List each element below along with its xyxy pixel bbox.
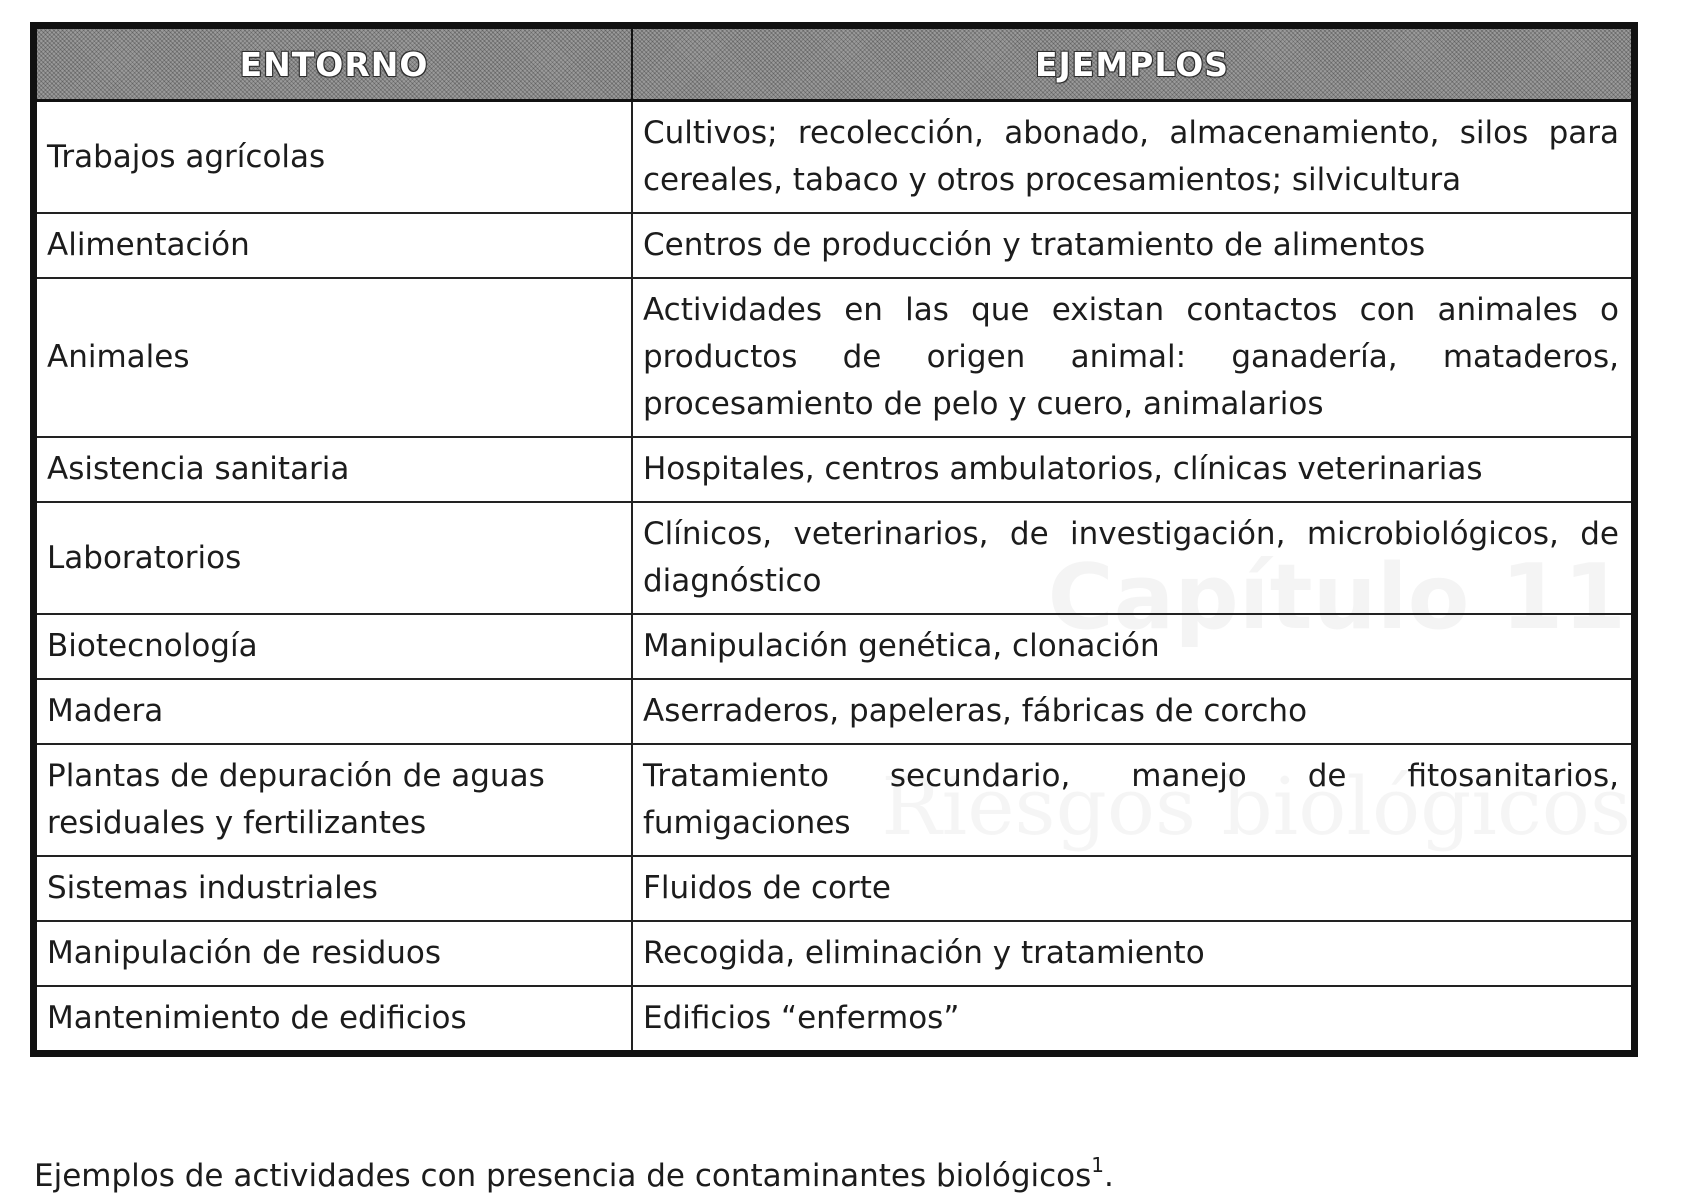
cell-entorno: Biotecnología	[37, 614, 632, 679]
table-row	[37, 437, 1631, 502]
table-caption	[34, 1153, 1114, 1194]
cell-ejemplos: Recogida, eliminación y tratamiento	[632, 921, 1631, 986]
cell-entorno: Asistencia sanitaria	[37, 437, 632, 502]
cell-entorno: Manipulación de residuos	[37, 921, 632, 986]
table-row	[37, 278, 1631, 437]
table-row	[37, 679, 1631, 744]
cell-entorno: Laboratorios	[37, 502, 632, 614]
cell-ejemplos: Edificios “enfermos”	[632, 986, 1631, 1050]
cell-ejemplos: Cultivos; recolección, abonado, almacenamiento, silos para cereales, tabaco y otros procesamientos; silvicultura	[643, 115, 1619, 198]
cell-ejemplos: Centros de producción y tratamiento de alimentos	[632, 213, 1631, 278]
cell-ejemplos: Aserraderos, papeleras, fábricas de corcho	[632, 679, 1631, 744]
header-ejemplos: EJEMPLOS	[632, 29, 1631, 101]
cell-ejemplos: Hospitales, centros ambulatorios, clínicas veterinarias	[632, 437, 1631, 502]
table-row	[37, 986, 1631, 1050]
table-row	[37, 101, 1631, 214]
table-body	[37, 101, 1631, 1051]
cell-ejemplos: Tratamiento secundario, manejo de fitosanitarios, fumigaciones	[632, 744, 1631, 856]
table-row	[37, 744, 1631, 856]
cell-entorno: Alimentación	[37, 213, 632, 278]
table-row	[37, 614, 1631, 679]
activities-table	[37, 29, 1631, 1050]
cell-ejemplos: Clínicos, veterinarios, de investigación, microbiológicos, de diagnóstico	[632, 502, 1631, 614]
activities-table-frame	[30, 22, 1638, 1057]
table-row	[37, 921, 1631, 986]
table-row	[37, 856, 1631, 921]
cell-entorno: Madera	[37, 679, 632, 744]
header-entorno: ENTORNO	[37, 29, 632, 101]
cell-ejemplos: Actividades en las que existan contactos con animales o productos de origen animal: ganadería, mataderos, procesamiento de pelo y cuero, animalarios	[632, 278, 1631, 437]
cell-ejemplos: Manipulación genética, clonación	[632, 614, 1631, 679]
table-header	[37, 29, 1631, 101]
cell-entorno: Trabajos agrícolas	[37, 101, 632, 214]
caption-end-punctuation: .	[1104, 1158, 1114, 1194]
cell-entorno: Mantenimiento de edificios	[37, 986, 632, 1050]
cell-ejemplos: Fluidos de corte	[632, 856, 1631, 921]
cell-entorno: Animales	[37, 278, 632, 437]
caption-text: Ejemplos de actividades con presencia de contaminantes biológicos	[34, 1158, 1092, 1194]
table-row	[37, 213, 1631, 278]
footnote-marker: 1	[1091, 1153, 1105, 1177]
cell-entorno: Plantas de depuración de aguas residuales y fertilizantes	[37, 744, 632, 856]
cell-entorno: Sistemas industriales	[37, 856, 632, 921]
header-row	[37, 29, 1631, 101]
table-row	[37, 502, 1631, 614]
